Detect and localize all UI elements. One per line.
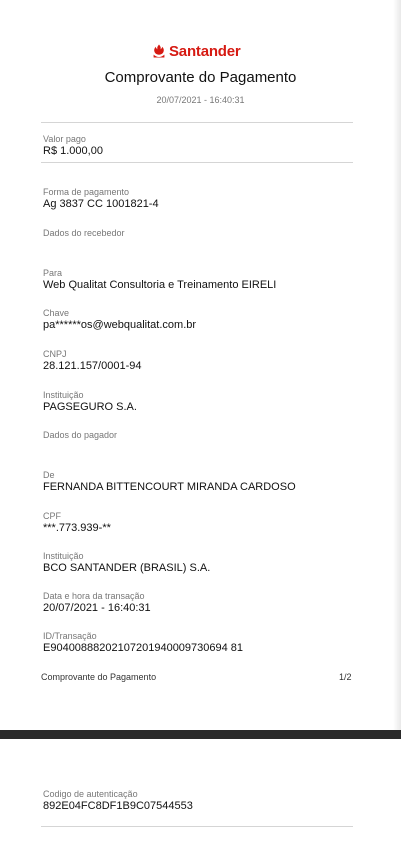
page-title: Comprovante do Pagamento	[104, 69, 297, 86]
section-pagador: Dados do pagador	[43, 430, 118, 440]
field-value: Web Qualitat Consultoria e Treinamento EIRELI	[43, 279, 277, 291]
flame-icon	[153, 44, 165, 58]
field-forma-pagamento	[43, 187, 363, 211]
field-label: CNPJ	[43, 349, 67, 359]
field-instituicao-pagador	[43, 551, 363, 575]
divider	[41, 162, 353, 163]
field-label: Para	[43, 268, 63, 278]
field-value: PAGSEGURO S.A.	[43, 401, 137, 413]
field-value: Ag 3837 CC 1001821-4	[43, 198, 159, 210]
field-label: CPF	[43, 511, 61, 521]
field-label: Instituição	[43, 551, 84, 561]
field-valor-pago	[43, 134, 363, 158]
santander-logo	[153, 42, 241, 60]
field-value: 20/07/2021 - 16:40:31	[43, 602, 151, 614]
field-value: BCO SANTANDER (BRASIL) S.A.	[43, 562, 211, 574]
field-label: ID/Transação	[43, 631, 97, 641]
field-label: Chave	[43, 308, 70, 318]
field-value: 28.121.157/0001-94	[43, 360, 142, 372]
field-data-hora	[43, 591, 363, 615]
field-label: De	[43, 470, 55, 480]
field-para	[43, 268, 363, 292]
field-autenticacao	[43, 789, 363, 813]
field-label: Codigo de autenticação	[43, 789, 138, 799]
header-datetime: 20/07/2021 - 16:40:31	[156, 95, 245, 105]
page-number: 1/2	[339, 672, 352, 682]
field-id-transacao	[43, 631, 363, 655]
field-chave	[43, 308, 363, 332]
field-de	[43, 470, 363, 494]
footer-doc-name: Comprovante do Pagamento	[41, 672, 157, 682]
field-value: E90400888202107201940009730694 81	[43, 642, 244, 654]
divider	[41, 826, 353, 827]
field-label: Forma de pagamento	[43, 187, 130, 197]
field-label: Instituição	[43, 390, 84, 400]
field-value: FERNANDA BITTENCOURT MIRANDA CARDOSO	[43, 481, 296, 493]
page-separator	[0, 730, 401, 739]
field-value: R$ 1.000,00	[43, 145, 103, 157]
field-value: ***.773.939-**	[43, 522, 111, 534]
section-recebedor: Dados do recebedor	[43, 228, 125, 238]
page-edge-shadow	[393, 0, 401, 730]
field-label: Data e hora da transação	[43, 591, 145, 601]
receipt-page-2	[0, 739, 401, 842]
field-instituicao-recebedor	[43, 390, 363, 414]
field-cpf	[43, 511, 363, 535]
field-value: 892E04FC8DF1B9C07544553	[43, 800, 193, 812]
brand-name: Santander	[169, 42, 241, 60]
field-value: pa******os@webqualitat.com.br	[43, 319, 197, 331]
field-label: Valor pago	[43, 134, 86, 144]
field-cnpj	[43, 349, 363, 373]
divider	[41, 122, 353, 123]
